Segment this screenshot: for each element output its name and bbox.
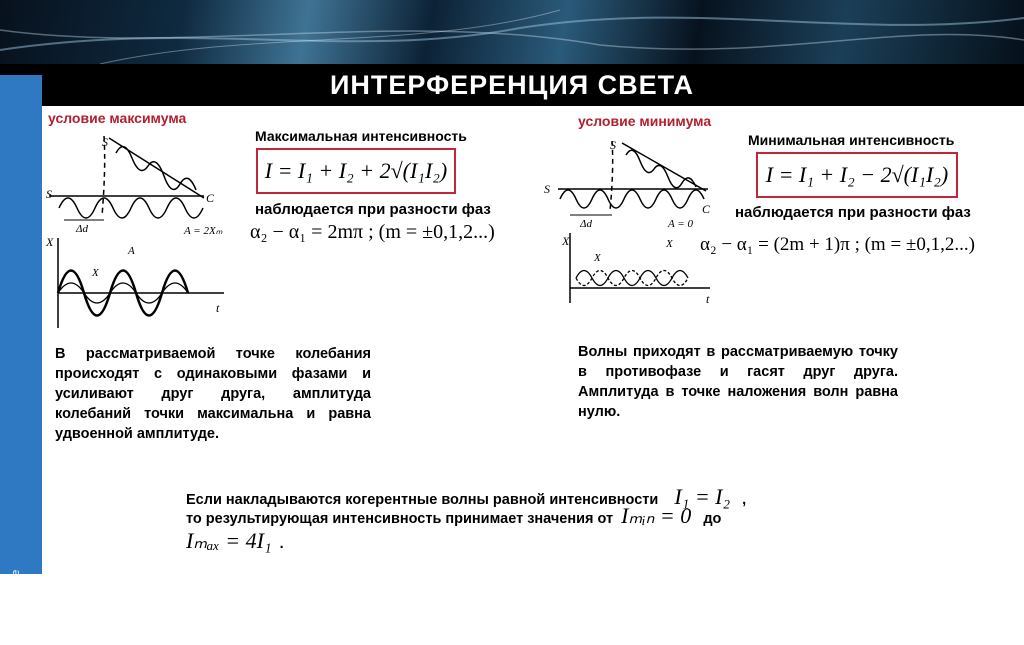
min-x1-label: X (594, 252, 601, 264)
max-description: В рассматриваемой точке колебания происходят с одинаковыми фазами и усиливают друг друга, амплитуда колебаний точки максимальна и равна удвоенной амплитуде. (55, 346, 371, 442)
max-wave-diagram (44, 128, 234, 333)
min-delta-d-label: Δd (580, 218, 592, 230)
min-x2-label: X (666, 238, 673, 250)
min-value-formula: Iₘᵢₙ = 0 (621, 503, 692, 528)
s1-label: S (46, 187, 52, 201)
bottom-line-1-text: Если накладываются когерентные волны равной интенсивности (186, 492, 659, 508)
min-s2-label: S (610, 138, 616, 152)
max-intensity-formula (256, 148, 456, 194)
min-c-label: C (702, 202, 711, 216)
bottom-line-2-text: то результирующая интенсивность принимает значения от (186, 511, 614, 527)
header-banner (0, 0, 1024, 64)
bottom-line-1-end: , (742, 492, 747, 508)
min-phase-formula: α₂ − α₁ = (2m + 1)π ; (m = ±0,1,2...) (700, 234, 975, 255)
equal-intensity-formula: I₁ = I₂ (674, 484, 731, 509)
x1-label: X (92, 267, 99, 279)
company-name: company name (10, 569, 22, 645)
bottom-line-3-end: . (279, 536, 284, 552)
s2-label: S (102, 135, 108, 149)
max-value-formula: Iₘₐₓ = 4I₁ (186, 528, 272, 553)
bottom-line-2 (186, 503, 721, 529)
max-phase-formula: α₂ − α₁ = 2mπ ; (m = ±0,1,2...) (250, 221, 495, 243)
min-wave-diagram (540, 133, 720, 308)
bottom-line-3 (186, 528, 284, 554)
min-condition-heading: условие минимума (578, 113, 712, 129)
c-label: C (206, 191, 215, 205)
min-x-axis-label: X (562, 234, 570, 248)
min-intensity-formula (756, 152, 958, 198)
min-description: Волны приходят в рассматриваемую точку в противофазе и гасят друг друга. Амплитуда в точке наложения волн равна нулю. (578, 344, 898, 420)
max-phase-label: наблюдается при разности фаз (255, 201, 491, 218)
min-formula-text: I = I₁ + I₂ − 2√(I₁I₂) (765, 162, 949, 187)
max-formula-text: I = I₁ + I₂ + 2√(I₁I₂) (264, 158, 448, 183)
bottom-line-2-end: до (703, 511, 722, 527)
t-label: t (216, 301, 220, 315)
title-bar (0, 64, 1024, 106)
min-phase-label: наблюдается при разности фаз (735, 204, 971, 221)
min-s1-label: S (544, 182, 550, 196)
delta-d-label: Δd (76, 223, 88, 235)
max-condition-heading: условие максимума (48, 110, 187, 126)
min-intensity-label: Минимальная интенсивность (748, 132, 955, 148)
x-axis-label: X (46, 235, 54, 249)
max-intensity-label: Максимальная интенсивность (255, 128, 467, 144)
banner-streaks (0, 0, 1024, 64)
sidebar (0, 75, 42, 645)
min-amplitude-label: A = 0 (668, 218, 693, 230)
amplitude-label: A = 2Xₘ (184, 225, 223, 237)
a-curve-label: A (128, 245, 135, 257)
page-title: ИНТЕРФЕРЕНЦИЯ СВЕТА (330, 70, 694, 100)
min-t-label: t (706, 292, 710, 306)
